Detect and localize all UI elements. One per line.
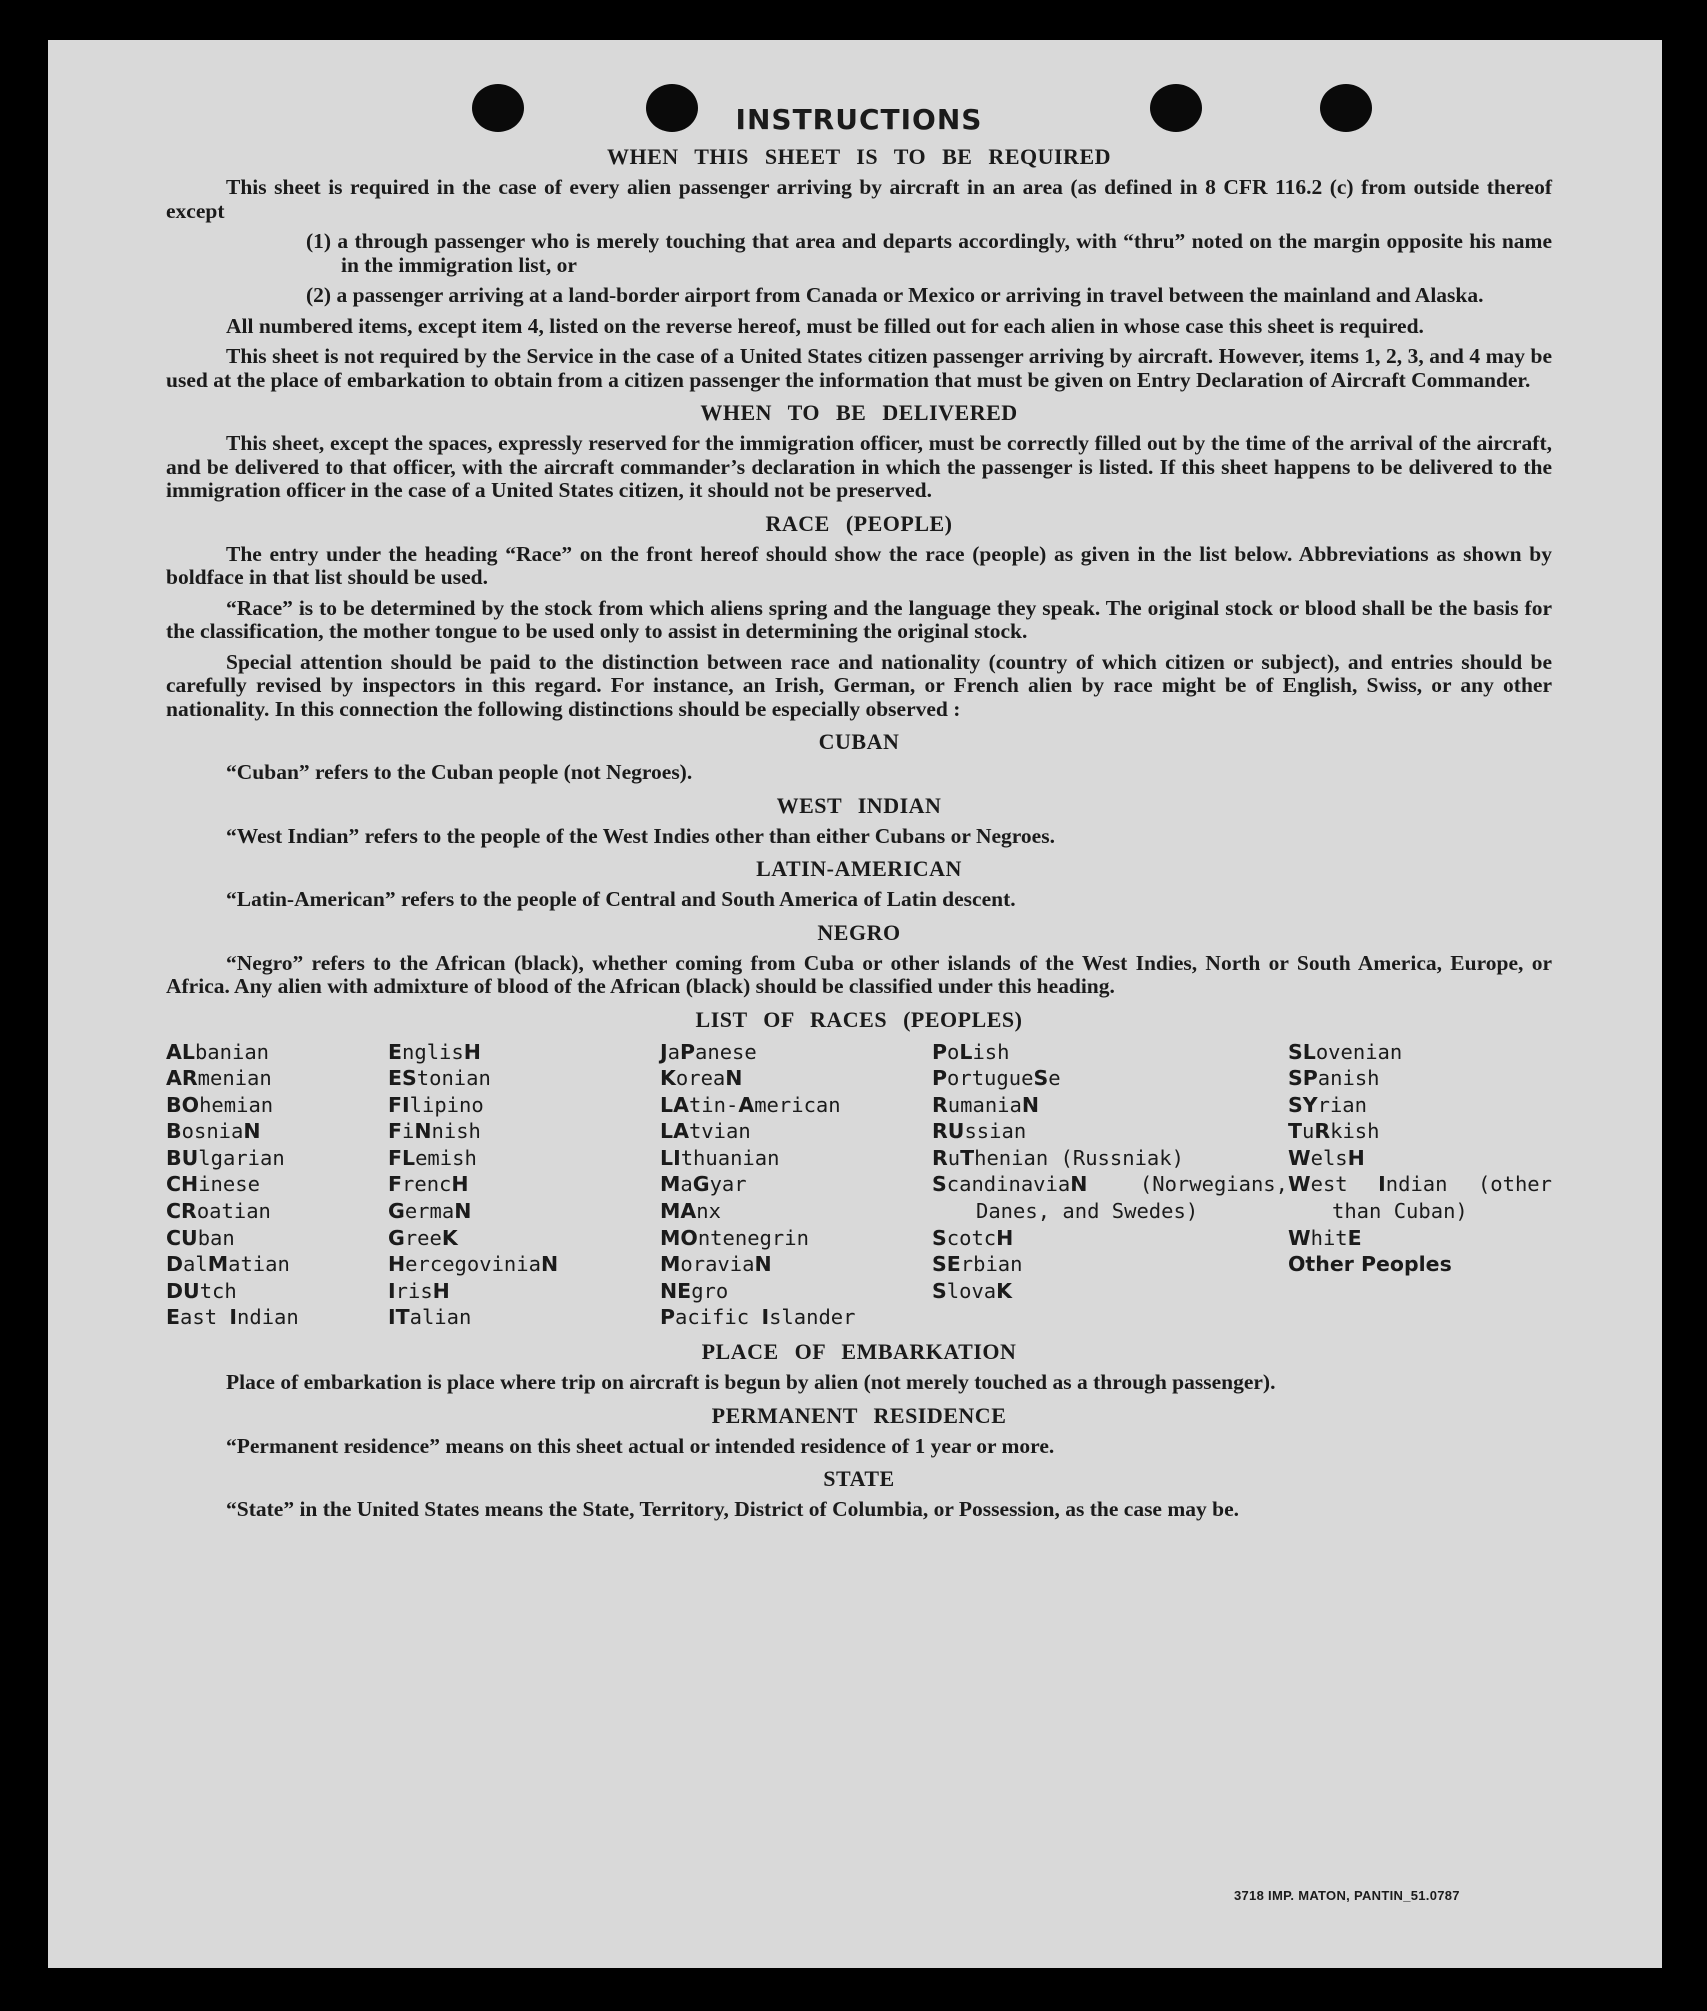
heading-list-of-races: LIST OF RACES (PEOPLES) [695,1006,1023,1032]
race-entry: BosniaN [166,1119,261,1144]
race-entry: Pacific Islander [660,1305,856,1330]
heading-delivered: WHEN TO BE DELIVERED [700,400,1018,425]
race-entry: FiNnish [388,1119,481,1144]
race-column-3 [660,1039,932,1332]
para-latin-american: “Latin-American” refers to the people of Central and South America of Latin descent. [226,887,1016,911]
heading-permanent-residence: PERMANENT RESIDENCE [711,1402,1007,1428]
race-entry: SYrian [1288,1092,1367,1117]
race-entry: PortugueSe [932,1066,1061,1091]
heading-race: RACE (PEOPLE) [765,510,953,536]
race-entry: West Indian (other than Cuban) [1288,1172,1552,1224]
race-entry: CUban [166,1225,235,1250]
race-entry: RuThenian (Russniak) [932,1145,1184,1170]
race-entry: MaGyar [660,1172,747,1197]
para-delivered: This sheet, except the spaces, expressly reserved for the immigration officer, must be correctly filled out by the time of the arrival of the aircraft, and be delivered to that officer, with the aircraft commander’s declaration in which the passenger is listed. If this sheet happens to be delivered to the immigration officer in the case of a United States citizen, it should not be preserved. [166,431,1552,502]
para-race-2: “Race” is to be determined by the stock from which aliens spring and the language they speak. The original stock or blood shall be the basis for the classification, the mother tongue to be used only to assist in determining the original stock. [166,595,1552,643]
race-column-2 [388,1039,660,1332]
heading-state: STATE [823,1466,895,1492]
race-entry: CRoatian [166,1199,271,1224]
race-entry: TuRkish [1288,1119,1380,1144]
heading-required: WHEN THIS SHEET IS TO BE REQUIRED [606,144,1112,169]
heading-embarkation: PLACE OF EMBARKATION [701,1339,1017,1365]
para-citizen: This sheet is not required by the Service in the case of a United States citizen passenger arriving by aircraft. However, items 1, 2, 3, and 4 may be used at the place of embarkation to obtain from a citizen passenger the information that must be given on Entry Declaration of Aircraft Commander. [166,344,1552,392]
race-entry: ScotcH [932,1225,1014,1250]
race-entry: FIlipino [388,1092,484,1117]
race-entry: BOhemian [166,1092,274,1117]
race-entry: DUtch [166,1278,237,1303]
race-entry: MoraviaN [660,1252,772,1277]
para-race-3: Special attention should be paid to the distinction between race and nationality (country of which citizen or subject), and entries should be carefully revised by inspectors in this regard. For instance, an Irish, German, or French alien by race might be of English, Swiss, or any other nationality. In this connection the following distinctions should be especially observed : [166,649,1552,721]
race-entry: WhitE [1288,1225,1362,1250]
race-entry: SlovaK [932,1278,1013,1303]
para-race-1: The entry under the heading “Race” on the front hereof should show the race (people) as given in the list below. Abbreviations as shown by boldface in that list should be used. [166,541,1552,589]
race-entry: ARmenian [166,1066,272,1091]
race-entry: FrencH [388,1172,469,1197]
para-cuban: “Cuban” refers to the Cuban people (not Negroes). [226,760,693,784]
exception-item-2: (2) a passenger arriving at a land-border airport from Canada or Mexico or arriving in travel between the mainland and Alaska. [306,283,1484,307]
race-entry: PoLish [932,1039,1010,1064]
race-entry: MOntenegrin [660,1225,809,1250]
para-required-intro: This sheet is required in the case of every alien passenger arriving by aircraft in an area (as defined in 8 CFR 116.2 (c) from outside thereof except [166,175,1552,223]
race-entry: KoreaN [660,1066,743,1091]
race-entry: GreeK [388,1225,458,1250]
race-entry: EStonian [388,1066,491,1091]
race-entry: DalMatian [166,1252,290,1277]
race-entry: HercegoviniaN [388,1252,559,1277]
para-permanent-residence: “Permanent residence” means on this sheet actual or intended residence of 1 year or more. [226,1433,1055,1458]
race-entry: RUssian [932,1119,1027,1144]
race-entry: ALbanian [166,1039,270,1064]
instructions-content [166,103,1552,1529]
heading-latin-american: LATIN-AMERICAN [756,856,962,881]
race-entry: SErbian [932,1252,1023,1277]
race-entry: Other Peoples [1288,1252,1452,1277]
exception-item-1: (1) a through passenger who is merely touching that area and departs accordingly, with “thru” noted on the margin opposite his name in the immigration list, or [306,229,1552,277]
race-column-1 [166,1039,388,1332]
race-entry: GermaN [388,1199,472,1224]
race-entry: ScandinaviaN (Norwegians, Danes, and Swedes) [932,1172,1288,1224]
printer-imprint: 3718 IMP. MATON, PANTIN_51.0787 [1234,1888,1460,1903]
race-entry: SLovenian [1288,1039,1403,1064]
para-numbered-items: All numbered items, except item 4, listed on the reverse hereof, must be filled out for each alien in whose case this sheet is required. [226,313,1424,338]
para-negro: “Negro” refers to the African (black), whether coming from Cuba or other islands of the West Indies, North or South America, Europe, or Africa. Any alien with admixture of blood of the African (black) should be classified under this heading. [166,950,1552,998]
race-entry: IrisH [388,1278,450,1303]
race-list [166,1039,1552,1332]
race-entry: SPanish [1288,1066,1380,1091]
race-column-4 [932,1039,1288,1332]
race-entry: RumaniaN [932,1092,1040,1117]
race-entry: ITalian [388,1305,472,1330]
para-embarkation: Place of embarkation is place where trip on aircraft is begun by alien (not merely touched as a through passenger). [226,1370,1276,1395]
race-entry: FLemish [388,1145,477,1170]
race-column-5 [1288,1039,1552,1332]
race-entry: WelsH [1288,1145,1365,1170]
heading-west-indian: WEST INDIAN [776,792,942,818]
para-west-indian: “West Indian” refers to the people of the West Indies other than either Cubans or Negroes. [226,823,1055,848]
heading-cuban: CUBAN [818,729,900,754]
race-entry: JaPanese [660,1039,757,1064]
race-entry: MAnx [660,1199,721,1224]
race-entry: LIthuanian [660,1145,780,1170]
race-entry: NEgro [660,1278,729,1303]
race-entry: East Indian [166,1305,299,1330]
heading-negro: NEGRO [817,919,901,945]
race-entry: CHinese [166,1172,260,1197]
page-title: INSTRUCTIONS [735,103,983,136]
race-entry: EnglisH [388,1039,481,1064]
race-entry: LAtin-American [660,1092,841,1117]
race-entry: BUlgarian [166,1145,285,1170]
document-sheet [48,40,1662,1968]
race-entry: LAtvian [660,1119,751,1144]
para-state: “State” in the United States means the State, Territory, District of Columbia, or Possession, as the case may be. [226,1497,1240,1522]
